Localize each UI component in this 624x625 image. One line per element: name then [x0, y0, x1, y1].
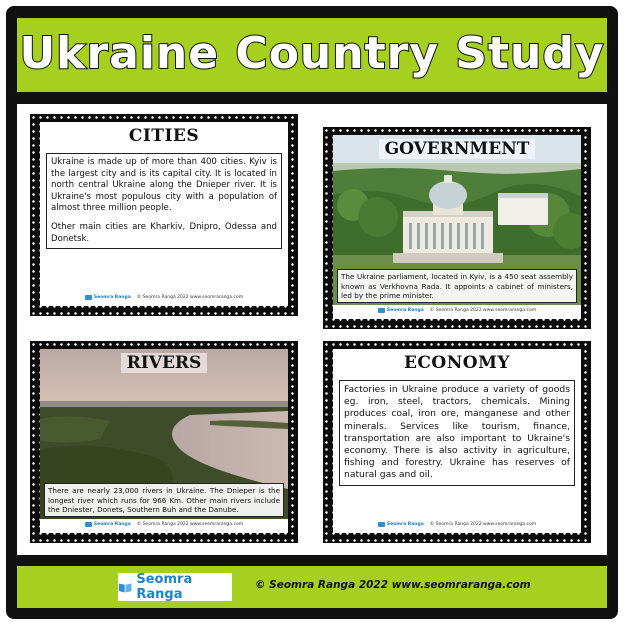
photo-caption: There are nearly 23,000 rivers in Ukraine. The Dnieper is the longest river which runs for 966 Km. Other main rivers include the Dniester, Donets, Southern Buh and the Danube.: [44, 483, 284, 517]
card-cities-inner: [40, 122, 288, 306]
card-credit: © Seomra Ranga 2022 www.seomraranga.com: [136, 295, 244, 300]
card-government[interactable]: [323, 127, 591, 329]
seomra-ranga-logo[interactable]: [118, 573, 232, 601]
mini-logo: Seomra Ranga: [85, 295, 131, 300]
card-economy-inner: [333, 349, 581, 533]
card-title: GOVERNMENT: [333, 139, 581, 159]
card-cities[interactable]: [30, 114, 298, 316]
footer-credit: © Seomra Ranga 2022 www.seomraranga.com: [255, 579, 531, 591]
card-rivers-inner: [40, 349, 288, 533]
card-title: RIVERS: [40, 353, 288, 373]
card-credit: © Seomra Ranga 2022 www.seomraranga.com: [136, 522, 244, 527]
card-paragraph: Ukraine is made up of more than 400 cities. Kyiv is the largest city and is its capital city. It is located in north central Ukraine along the Dnieper river. It is Ukraine's most populous city with a population of almost three million people.: [51, 157, 277, 214]
mini-logo: Seomra Ranga: [378, 308, 424, 313]
card-text-box: [339, 380, 575, 486]
card-rivers[interactable]: [30, 341, 298, 543]
book-icon: [85, 522, 92, 527]
card-footer: [40, 293, 288, 302]
book-icon: [378, 522, 385, 527]
photo-caption: The Ukraine parliament, located in Kyiv, is a 450 seat assembly known as Verkhovna Rada. It appoints a cabinet of ministers, led by the prime minister.: [337, 269, 577, 303]
mini-logo: Seomra Ranga: [378, 522, 424, 527]
card-footer: [40, 520, 288, 529]
title-banner: [17, 18, 607, 92]
logo-text: Seomra Ranga: [136, 572, 193, 602]
book-icon: [378, 308, 385, 313]
card-credit: © Seomra Ranga 2022 www.seomraranga.com: [429, 308, 537, 313]
card-paragraph: Factories in Ukraine produce a variety of goods eg. iron, steel, tractors, chemicals. Mining produces coal, iron ore, manganese and other minerals. Services like tourism, finance, transportation are also important to Ukraine's economy. There is also activity in agriculture, fishing and forestry. Ukraine has reserves of natural gas and oil.: [344, 384, 570, 481]
card-title: ECONOMY: [403, 353, 511, 373]
card-text-box: [46, 153, 282, 249]
card-footer: [333, 306, 581, 315]
card-government-inner: [333, 135, 581, 319]
card-economy[interactable]: [323, 341, 591, 543]
footer-banner: [17, 566, 607, 608]
card-credit: © Seomra Ranga 2022 www.seomraranga.com: [429, 522, 537, 527]
open-book-icon: [118, 581, 132, 594]
mini-logo: Seomra Ranga: [85, 522, 131, 527]
book-icon: [85, 295, 92, 300]
card-paragraph: Other main cities are Kharkiv, Dnipro, Odessa and Donetsk.: [51, 221, 277, 244]
card-grid: [17, 104, 607, 555]
card-title: CITIES: [128, 126, 200, 146]
card-footer: [333, 520, 581, 529]
page-title: Ukraine Country Study: [19, 28, 605, 79]
